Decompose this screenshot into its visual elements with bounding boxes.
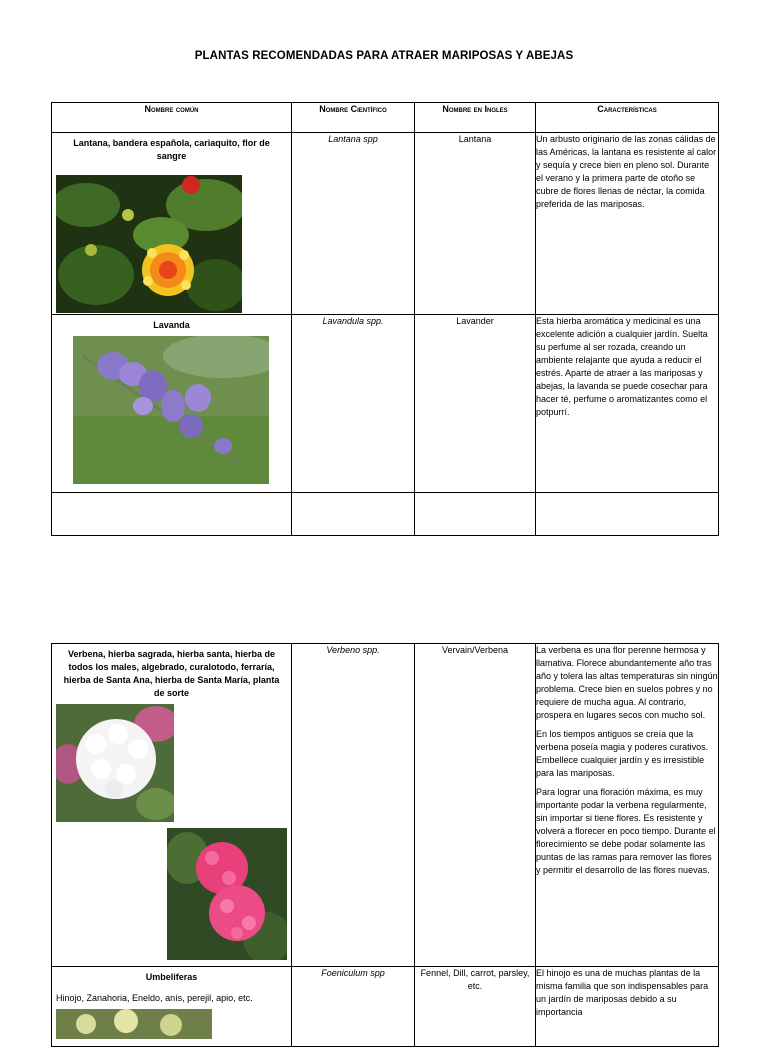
header-english-name: Nombre en Ingles xyxy=(415,103,536,133)
characteristics-text: El hinojo es una de muchas plantas de la misma familia que son indispensables para un jardín de mariposas debido a su importancia xyxy=(536,968,709,1017)
common-name-cell xyxy=(52,644,292,967)
characteristics-paragraph-3: Para lograr una floración máxima, es muy importante podar la verbena regularmente, sin importar si tiene flores. Es resistente y volverá a florecer en poco tiempo. Durante el florecimiento se debe podar solamente las puntas de las ramas para remover las flores y permitir el desarrollo de las flores nuevas. xyxy=(536,787,716,875)
table-row xyxy=(52,967,719,1047)
scientific-name-cell: Foeniculum spp xyxy=(292,967,415,1047)
umbellifer-flower-photo xyxy=(56,1009,212,1039)
characteristics-cell xyxy=(536,133,719,315)
header-row xyxy=(52,103,719,133)
plants-table-1 xyxy=(51,102,719,536)
english-name-cell: Lantana xyxy=(415,133,536,315)
common-name-cell xyxy=(52,315,292,493)
document-title: PLANTAS RECOMENDADAS PARA ATRAER MARIPOSAS Y ABEJAS xyxy=(194,50,574,62)
header-characteristics: Características xyxy=(536,103,719,133)
empty-row xyxy=(52,493,719,536)
lavender-flower-photo xyxy=(73,336,269,484)
common-name: Umbeliferas xyxy=(145,972,198,982)
header-scientific-name: Nombre Científico xyxy=(292,103,415,133)
plants-table-2 xyxy=(51,643,719,1047)
white-verbena-photo xyxy=(56,704,174,822)
english-name-cell: Vervain/Verbena xyxy=(415,644,536,967)
table-row xyxy=(52,644,719,967)
english-name-cell: Lavander xyxy=(415,315,536,493)
characteristics-text: Esta hierba aromática y medicinal es una excelente adición a cualquier jardín. Suelta su perfume al ser rozada, creando un ambiente relajante que ayuda a reducir el estrés. Aparte de atraer a las mariposas y abejas, la lavanda se puede cosechar para hacer té, perfume o aromatizantes como el potpurrí. xyxy=(536,316,708,417)
characteristics-text: Un arbusto originario de las zonas cálidas de las Américas, la lantana es resistente al calor y sequía y crece bien en pleno sol. Durante el verano y la primera parte de otoño se cubre de flores llenas de néctar, la comida preferida de las mariposas. xyxy=(536,134,717,209)
scientific-name-cell: Verbeno spp. xyxy=(292,644,415,967)
common-name-cell xyxy=(52,133,292,315)
table-row xyxy=(52,133,719,315)
characteristics-cell xyxy=(536,315,719,493)
characteristics-paragraph-1: La verbena es una flor perenne hermosa y llamativa. Florece abundantemente año tras año y tolera las altas temperaturas sin ningún problema. Crece bien en suelos pobres y no requiere de mucha agua. Al contrario, prospera en lugares secos con mucho sol. xyxy=(536,645,718,720)
english-name-cell: Fennel, Dill, carrot, parsley, etc. xyxy=(415,967,536,1047)
table-row xyxy=(52,315,719,493)
common-name: Lavanda xyxy=(153,320,190,330)
common-name-cell xyxy=(52,967,292,1047)
scientific-name-cell: Lantana spp xyxy=(292,133,415,315)
pink-verbena-photo xyxy=(167,828,287,960)
empty-cell xyxy=(292,493,415,536)
empty-cell xyxy=(52,493,292,536)
common-name: Verbena, hierba sagrada, hierba santa, hierba de todos los males, algebrado, curalotodo, ferraría, hierba de Santa Ana, hierba de Santa María, planta de sorte xyxy=(63,649,280,698)
common-name: Lantana, bandera española, cariaquito, flor de sangre xyxy=(73,138,270,161)
lantana-flower-photo xyxy=(56,175,242,313)
scientific-name-cell: Lavandula spp. xyxy=(292,315,415,493)
empty-cell xyxy=(536,493,719,536)
characteristics-cell xyxy=(536,644,719,967)
header-common-name: Nombre común xyxy=(52,103,292,133)
characteristics-cell xyxy=(536,967,719,1047)
characteristics-paragraph-2: En los tiempos antiguos se creía que la verbena poseía magia y poderes curativos. Embellece cualquier jardín y es irresistible para las mariposas. xyxy=(536,729,709,778)
common-name-examples: Hinojo, Zanahoria, Eneldo, anís, perejil, apio, etc. xyxy=(56,993,253,1003)
empty-cell xyxy=(415,493,536,536)
